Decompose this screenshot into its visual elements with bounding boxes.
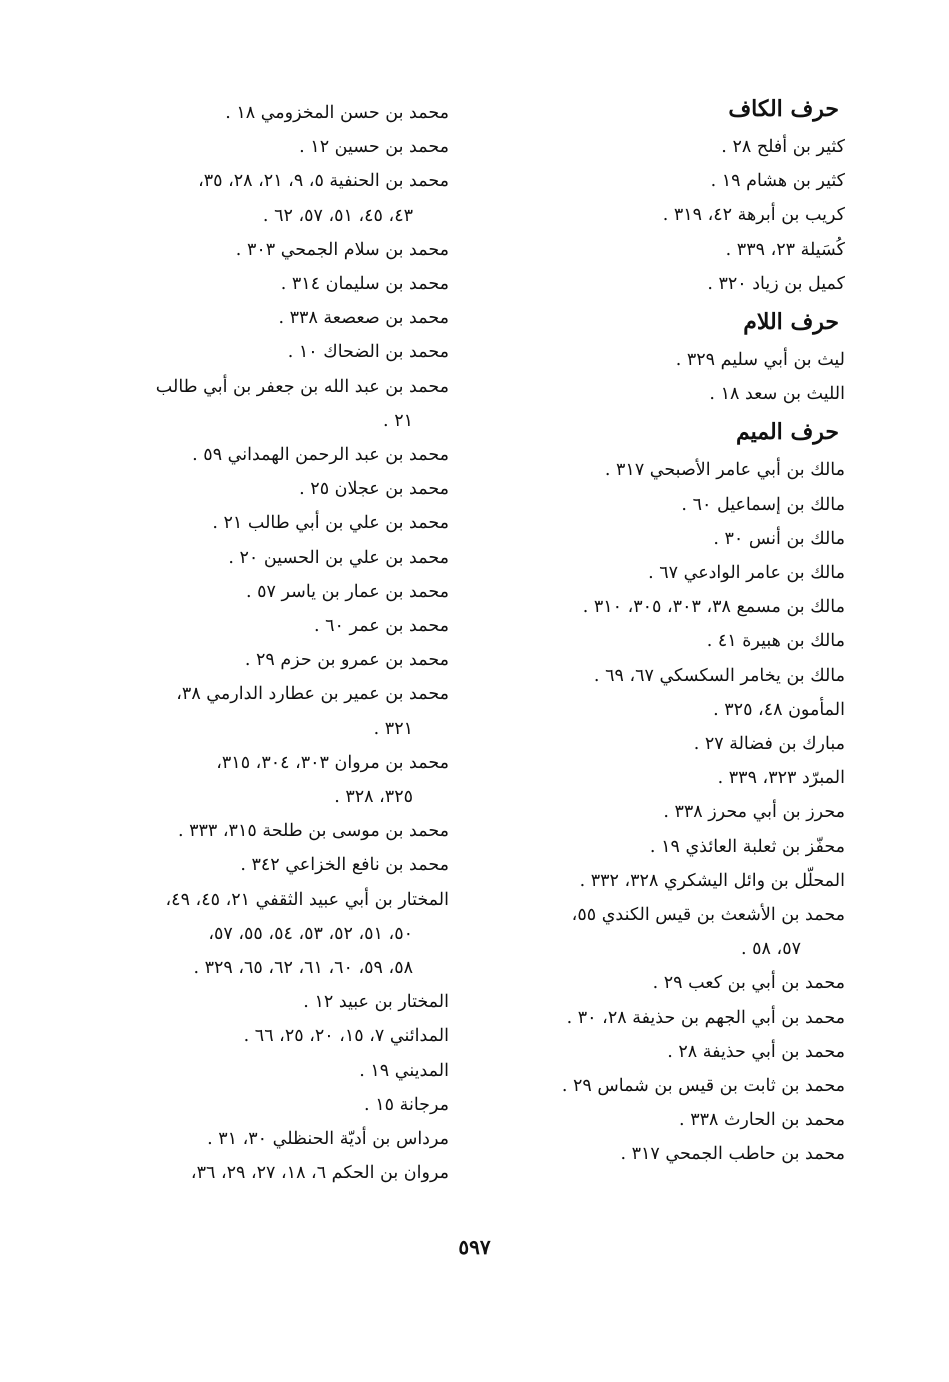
list-item: محمد بن صعصعة ٣٣٨ . — [278, 308, 449, 329]
list-item: محمد بن عبد الرحمن الهمداني ٥٩ . — [192, 445, 449, 466]
list-item: مالك بن هبيرة ٤١ . — [706, 631, 845, 652]
list-item: المبرّد ٣٢٣، ٣٣٩ . — [717, 768, 845, 789]
list-item: محمد بن أبي بن كعب ٢٩ . — [652, 973, 845, 994]
list-item: محمد بن سلام الجمحي ٣٠٣ . — [235, 239, 449, 260]
list-item: محمد بن علي بن الحسين ٢٠ . — [228, 547, 449, 568]
list-item: كميل بن زياد ٣٢٠ . — [707, 273, 845, 294]
list-item: المديني ١٩ . — [359, 1060, 449, 1081]
list-item: مرجانة ١٥ . — [364, 1094, 449, 1115]
index-column-continued — [99, 96, 449, 1191]
list-item: كثير بن أفلح ٢٨ . — [721, 137, 845, 157]
list-item: مالك بن أبي عامر الأصبحي ٣١٧ . — [604, 460, 845, 481]
list-item: كثير بن هشام ١٩ . — [710, 171, 845, 192]
list-item: الليث بن سعد ١٨ . — [709, 384, 845, 405]
list-item: مروان بن الحكم ٦، ١٨، ٢٧، ٢٩، ٣٦، — [190, 1163, 449, 1184]
list-item-continuation: ٤٣، ٤٥، ٥١، ٥٧، ٦٢ . — [262, 205, 413, 226]
list-item: محمد بن حاطب الجمحي ٣١٧ . — [620, 1144, 845, 1165]
list-item: محمد بن عمر ٦٠ . — [313, 616, 449, 637]
list-item: محمد بن ثابت بن قيس بن شماس ٢٩ . — [561, 1076, 845, 1097]
list-item: محرز بن أبي محرز ٣٣٨ . — [663, 802, 845, 823]
list-item: مبارك بن فضالة ٢٧ . — [693, 734, 845, 755]
list-item: مرداس بن أديّة الحنظلي ٣٠، ٣١ . — [207, 1129, 449, 1150]
list-item: ليث بن أبي سليم ٣٢٩ . — [675, 350, 845, 371]
list-item: مالك بن أنس ٣٠ . — [713, 528, 845, 549]
list-item: محفّز بن ثعلبة العائذي ١٩ . — [649, 836, 845, 857]
list-item: محمد بن مروان ٣٠٣، ٣٠٤، ٣١٥، — [216, 752, 449, 773]
kaf-list — [495, 130, 845, 301]
page-number: ٥٩٧ — [458, 1235, 491, 1259]
list-item: المحلّل بن وائل اليشكري ٣٢٨، ٣٣٢ . — [579, 870, 845, 891]
list-item: محمد بن أبي حذيفة ٢٨ . — [667, 1041, 845, 1062]
list-item-continuation: ٢١ . — [383, 410, 413, 431]
list-item: مالك بن عامر الوادعي ٦٧ . — [648, 563, 845, 584]
list-item: محمد بن عبد الله بن جعفر بن أبي طالب — [155, 376, 449, 397]
list-item-continuation: ٣٢١ . — [373, 718, 413, 739]
heading-kaf: حرف الكاف — [728, 96, 839, 122]
list-item: محمد بن الضحاك ١٠ . — [287, 342, 449, 363]
lam-list — [495, 343, 845, 411]
index-column-headings — [495, 88, 845, 1172]
list-item: محمد بن الأشعث بن قيس الكندي ٥٥، — [571, 905, 845, 926]
list-item: محمد بن أبي الجهم بن حذيفة ٢٨، ٣٠ . — [566, 1007, 845, 1028]
list-item: محمد بن موسى بن طلحة ٣١٥، ٣٣٣ . — [177, 821, 449, 842]
list-item: محمد بن حسن المخزومي ١٨ . — [225, 103, 449, 123]
list-item: محمد بن علي بن أبي طالب ٢١ . — [212, 513, 449, 534]
list-item: مالك بن إسماعيل ٦٠ . — [681, 494, 845, 515]
list-item-continuation: ٥٨، ٥٩، ٦٠، ٦١، ٦٢، ٦٥، ٣٢٩ . — [193, 958, 413, 979]
list-item: محمد بن حسين ١٢ . — [299, 137, 449, 158]
list-item: مالك بن يخامر السكسكي ٦٧، ٦٩ . — [593, 665, 845, 686]
heading-mim: حرف الميم — [735, 419, 839, 446]
list-item: المختار بن عبيد ١٢ . — [303, 992, 449, 1013]
list-item: محمد بن الحنفية ٥، ٩، ٢١، ٢٨، ٣٥، — [198, 171, 449, 192]
list-item-continuation: ٣٢٥، ٣٢٨ . — [334, 787, 413, 808]
list-item: محمد بن عجلان ٢٥ . — [299, 479, 449, 500]
list-item: كُسَيلة ٢٣، ٣٣٩ . — [725, 239, 845, 260]
mim-list — [495, 453, 845, 1171]
list-item: المختار بن أبي عبيد الثقفي ٢١، ٤٥، ٤٩، — [165, 889, 449, 910]
list-item: كريب بن أبرهة ٤٢، ٣١٩ . — [662, 205, 845, 226]
list-item: محمد بن الحارث ٣٣٨ . — [679, 1110, 845, 1131]
heading-lam: حرف اللام — [743, 309, 839, 336]
list-item: محمد بن نافع الخزاعي ٣٤٢ . — [240, 855, 449, 876]
list-item: مالك بن مسمع ٣٨، ٣٠٣، ٣٠٥، ٣١٠ . — [582, 597, 845, 618]
list-item: محمد بن عمار بن ياسر ٥٧ . — [246, 581, 449, 602]
list-item: المأمون ٤٨، ٣٢٥ . — [713, 699, 845, 720]
list-item-continuation: ٥٧، ٥٨ . — [741, 939, 801, 960]
list-item: المدائني ٧، ١٥، ٢٠، ٢٥، ٦٦ . — [243, 1026, 449, 1047]
list-item: محمد بن عمرو بن حزم ٢٩ . — [244, 650, 449, 671]
list-item-continuation: ٥٠، ٥١، ٥٢، ٥٣، ٥٤، ٥٥، ٥٧، — [208, 923, 413, 944]
list-item: محمد بن سليمان ٣١٤ . — [280, 274, 449, 295]
list-item: محمد بن عمير بن عطارد الدارمي ٣٨، — [176, 684, 449, 705]
